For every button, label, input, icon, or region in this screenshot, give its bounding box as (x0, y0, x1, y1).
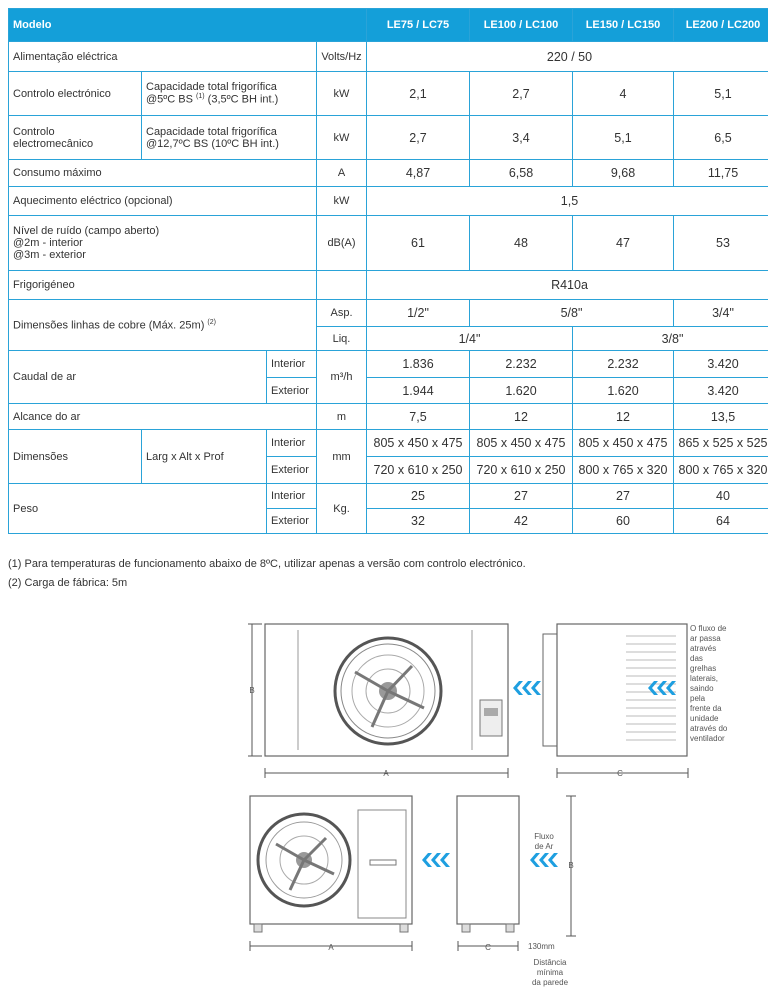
unit: Kg. (317, 484, 367, 534)
value: 4 (573, 72, 674, 116)
value: 2.232 (573, 351, 674, 378)
exterior-unit-front (250, 796, 412, 932)
footnote-ref: (1) (196, 93, 205, 101)
caption-line: ventilador (690, 734, 725, 743)
unit: dB(A) (317, 216, 367, 271)
value: 9,68 (573, 160, 674, 187)
value: 6,5 (674, 116, 768, 160)
distance-label: 130mm (528, 942, 555, 951)
caption-line: da parede (531, 978, 569, 987)
interior-unit-side (543, 624, 687, 756)
row-label: Caudal de ar (9, 351, 267, 404)
label-line: electromecânico (13, 137, 94, 150)
row-label: Dimensões (9, 430, 142, 484)
row-label: Frigorigéneo (9, 271, 317, 300)
dim-b-label-bottom: B (568, 861, 574, 870)
unit: A (317, 160, 367, 187)
label-line: Controlo (13, 125, 55, 138)
caption-line: pela (690, 694, 706, 703)
value: 805 x 450 x 475 (573, 430, 674, 457)
caption-line: através do (690, 724, 728, 733)
value: 720 x 610 x 250 (470, 457, 573, 484)
caption-line: laterais, (690, 674, 719, 683)
value: 1.620 (573, 378, 674, 404)
header-model-4: LE200 / LC200 (674, 9, 768, 42)
value: 3/8" (573, 327, 768, 351)
sublabel-line: @12,7ºC BS (10ºC BH int.) (146, 137, 279, 150)
value: 48 (470, 216, 573, 271)
unit: Volts/Hz (317, 42, 367, 72)
value: 7,5 (367, 404, 470, 430)
value: 12 (470, 404, 573, 430)
label-line: @3m - exterior (13, 249, 86, 261)
caption-line: frente da (690, 704, 722, 713)
dim-b-label-top: B (249, 686, 255, 695)
value: 11,75 (674, 160, 768, 187)
label-text: Dimensões linhas de cobre (Máx. 25m) (13, 319, 205, 332)
value: 2,1 (367, 72, 470, 116)
sub-label: Exterior (267, 378, 317, 404)
sub-label: Interior (267, 484, 317, 509)
value: 12 (573, 404, 674, 430)
caption-line: grelhas (690, 664, 717, 673)
label-line: Nível de ruído (campo aberto) (13, 225, 160, 237)
header-model-2: LE100 / LC100 (470, 9, 573, 42)
unit: mm (317, 430, 367, 484)
header-model-label: Modelo (9, 9, 367, 42)
caption-line: das (690, 654, 703, 663)
sub-label: Exterior (267, 509, 317, 534)
value: 64 (674, 509, 768, 534)
header-model-3: LE150 / LC150 (573, 9, 674, 42)
sublabel-line: Capacidade total frigorífica (146, 125, 277, 138)
value: 40 (674, 484, 768, 509)
value: 61 (367, 216, 470, 271)
value: 1.836 (367, 351, 470, 378)
value: 4,87 (367, 160, 470, 187)
distance-caption (526, 958, 574, 988)
sublabel-line: Capacidade total frigorífica (146, 81, 277, 94)
caption-line: saindo (690, 684, 714, 693)
unit: m³/h (317, 351, 367, 404)
value: 25 (367, 484, 470, 509)
value: 1,5 (367, 187, 768, 216)
footnote-1: (1) Para temperaturas de funcionamento abaixo de 8ºC, utilizar apenas a versão com controlo electrónico. (8, 558, 526, 570)
value: 42 (470, 509, 573, 534)
value: 27 (470, 484, 573, 509)
dim-c-label-bottom: C (485, 943, 491, 952)
sub-label: Exterior (267, 457, 317, 484)
value: 865 x 525 x 525 (674, 430, 768, 457)
sub-unit: Asp. (317, 300, 367, 327)
value: 2,7 (470, 72, 573, 116)
unit: kW (317, 116, 367, 160)
value: 2,7 (367, 116, 470, 160)
value: 2.232 (470, 351, 573, 378)
unit: kW (317, 187, 367, 216)
value: 60 (573, 509, 674, 534)
header-model-1: LE75 / LC75 (367, 9, 470, 42)
value: 3,4 (470, 116, 573, 160)
value: 3/4" (674, 300, 768, 327)
value: 800 x 765 x 320 (573, 457, 674, 484)
caption-airflow-top (690, 624, 727, 744)
row-label: Alimentação eléctrica (9, 42, 317, 72)
dim-a-label-top: A (383, 769, 389, 778)
value: 13,5 (674, 404, 768, 430)
value: 220 / 50 (367, 42, 768, 72)
caption-line: de Ar (534, 842, 554, 851)
value: 5,1 (674, 72, 768, 116)
footnote-ref: (2) (207, 318, 216, 326)
footnote-2: (2) Carga de fábrica: 5m (8, 577, 128, 589)
row-sublabel: Larg x Alt x Prof (142, 430, 267, 484)
value: 5,1 (573, 116, 674, 160)
sub-label: Interior (267, 430, 317, 457)
value: 32 (367, 509, 470, 534)
value: 1.944 (367, 378, 470, 404)
sub-unit: Liq. (317, 327, 367, 351)
caption-line: mínima (536, 968, 564, 977)
value: 800 x 765 x 320 (674, 457, 768, 484)
caption-line: através (690, 644, 717, 653)
value: 1/4" (367, 327, 573, 351)
value: 5/8" (470, 300, 674, 327)
exterior-unit-side (457, 796, 519, 932)
value: 27 (573, 484, 674, 509)
value: 720 x 610 x 250 (367, 457, 470, 484)
sub-label: Interior (267, 351, 317, 378)
value: 805 x 450 x 475 (470, 430, 573, 457)
row-label: Controlo electrónico (9, 72, 142, 116)
dim-a-label-bottom: A (328, 943, 334, 952)
caption-line: O fluxo de (690, 624, 727, 633)
label-line: @2m - interior (13, 237, 83, 249)
caption-airflow-bottom (530, 832, 558, 852)
value: 47 (573, 216, 674, 271)
sublabel-line: @5ºC BS (146, 93, 193, 106)
row-label: Alcance do ar (9, 404, 317, 430)
value: 53 (674, 216, 768, 271)
interior-unit-front (265, 624, 508, 756)
value: 1.620 (470, 378, 573, 404)
dim-c-label-top: C (617, 769, 623, 778)
unit: m (317, 404, 367, 430)
value: R410a (367, 271, 768, 300)
caption-line: unidade (690, 714, 719, 723)
row-label: Consumo máximo (9, 160, 317, 187)
value: 805 x 450 x 475 (367, 430, 470, 457)
caption-line: ar passa (690, 634, 721, 643)
row-label: Aquecimento eléctrico (opcional) (9, 187, 317, 216)
sublabel-line: (3,5ºC BH int.) (207, 93, 279, 106)
value: 3.420 (674, 351, 768, 378)
unit: kW (317, 72, 367, 116)
row-label: Peso (9, 484, 267, 534)
caption-line: Distância (533, 958, 567, 967)
caption-line: Fluxo (534, 832, 554, 841)
value: 3.420 (674, 378, 768, 404)
value: 1/2" (367, 300, 470, 327)
value: 6,58 (470, 160, 573, 187)
